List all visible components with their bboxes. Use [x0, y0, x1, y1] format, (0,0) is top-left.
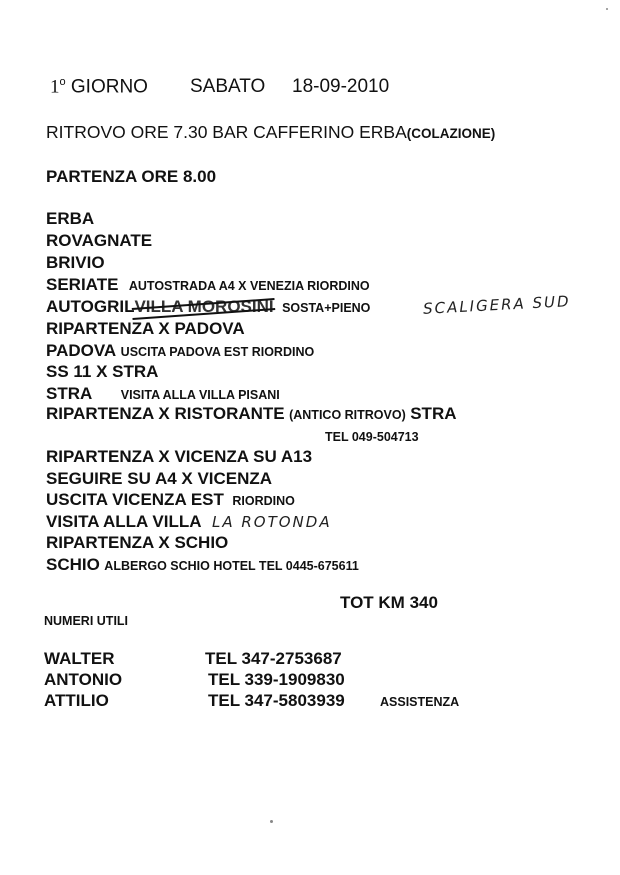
padova-label: PADOVA — [46, 341, 117, 360]
uscita-vicenza-note: RIORDINO — [232, 494, 295, 508]
ristorante-place: STRA — [410, 404, 457, 423]
stop-seguire-a4: SEGUIRE SU A4 X VICENZA — [46, 469, 273, 488]
contact-phone: TEL 347-5803939 — [208, 691, 345, 710]
contact-name: WALTER — [44, 649, 115, 668]
seriate-label: SERIATE — [46, 275, 119, 294]
stop-autogrill — [46, 297, 370, 317]
stra-note: VISITA ALLA VILLA PISANI — [120, 388, 280, 402]
stop-ripartenza-schio: RIPARTENZA X SCHIO — [46, 533, 229, 552]
stop-seriate — [46, 275, 370, 295]
stop-ripartenza-padova: RIPARTENZA X PADOVA — [46, 319, 245, 338]
stop-schio — [46, 555, 359, 575]
seriate-note: AUTOSTRADA A4 X VENEZIA RIORDINO — [128, 279, 370, 293]
ristorante-label: RIPARTENZA X RISTORANTE — [46, 404, 285, 423]
stop-brivio: BRIVIO — [46, 253, 105, 272]
weekday: SABATO — [190, 76, 266, 97]
contact-name: ANTONIO — [44, 670, 123, 689]
stop-rovagnate: ROVAGNATE — [46, 231, 153, 250]
stop-ripartenza-vicenza: RIPARTENZA X VICENZA SU A13 — [46, 447, 313, 466]
stop-padova — [46, 341, 314, 361]
schio-note: ALBERGO SCHIO HOTEL TEL 0445-675611 — [104, 559, 359, 573]
autogril-label: AUTOGRIL — [46, 297, 135, 316]
padova-note: USCITA PADOVA EST RIORDINO — [120, 345, 315, 359]
uscita-vicenza-label: USCITA VICENZA EST — [46, 490, 224, 509]
contacts-title: NUMERI UTILI — [44, 614, 129, 628]
day-number: 1 — [50, 76, 60, 98]
ristorante-phone: TEL 049-504713 — [325, 430, 419, 444]
autogril-handwritten-note: SCALIGERA SUD — [422, 292, 572, 318]
trip-date: 18-09-2010 — [292, 76, 390, 97]
scan-speck — [270, 820, 273, 823]
day-ordinal: o — [59, 76, 66, 88]
visita-villa-handwritten: LA ROTONDA — [211, 513, 332, 531]
departure-time: PARTENZA ORE 8.00 — [46, 167, 217, 186]
autogril-note: SOSTA+PIENO — [282, 301, 371, 315]
scan-speck — [606, 8, 608, 10]
visita-villa-label: VISITA ALLA VILLA — [46, 512, 202, 531]
schio-label: SCHIO — [46, 555, 100, 574]
contact-phone: TEL 347-2753687 — [205, 649, 342, 668]
day-word: GIORNO — [70, 76, 148, 98]
contact-name: ATTILIO — [44, 691, 109, 710]
stop-erba: ERBA — [46, 209, 95, 228]
stop-visita-villa — [46, 512, 332, 532]
stra-label: STRA — [46, 384, 93, 403]
day-label — [50, 76, 148, 98]
contact-note: ASSISTENZA — [380, 695, 460, 709]
stop-ripartenza-ristorante — [46, 404, 457, 424]
contact-phone: TEL 339-1909830 — [208, 670, 345, 689]
stop-uscita-vicenza — [46, 490, 295, 510]
meeting-point — [46, 122, 495, 143]
stop-stra — [46, 384, 280, 404]
autogril-struck-text: VILLA MOROSINI — [134, 297, 274, 316]
total-km: TOT KM 340 — [340, 593, 438, 612]
stop-ss11: SS 11 X STRA — [46, 362, 159, 381]
ristorante-note: (ANTICO RITROVO) — [289, 408, 406, 422]
meeting-text: RITROVO ORE 7.30 BAR CAFFERINO ERBA — [46, 122, 407, 142]
meeting-suffix: (COLAZIONE) — [406, 126, 496, 141]
